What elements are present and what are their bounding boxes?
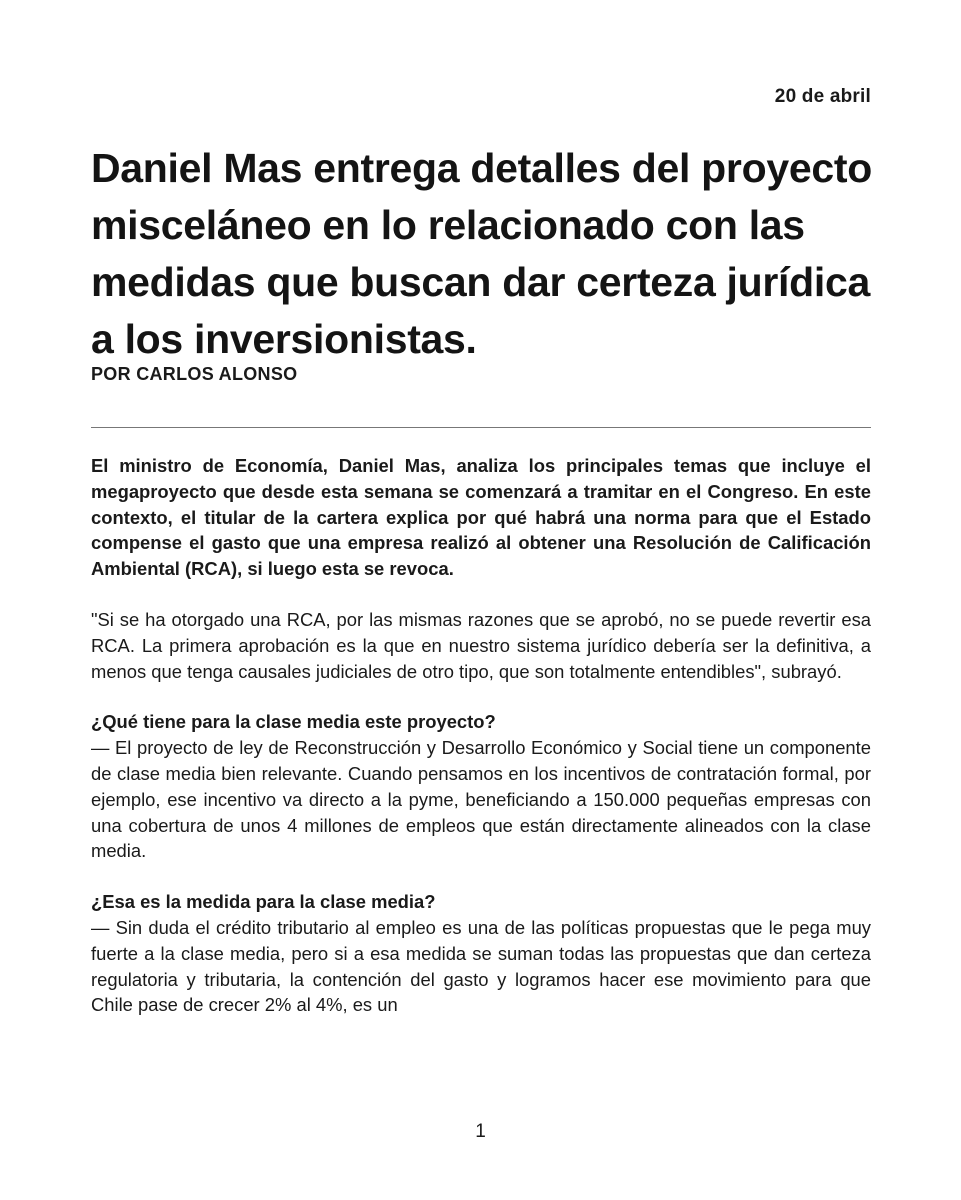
section-divider [91, 427, 871, 428]
interview-question: ¿Esa es la medida para la clase media? [91, 891, 436, 913]
interview-answer: — Sin duda el crédito tributario al empleo es una de las políticas propuestas que le pega muy fuerte a la clase media, pero si a esa medida se suman todas las propuestas que dan certeza regulatoria y tributaria, la contención del gasto y logramos hacer ese movimiento para que Chile pase de crecer 2% al 4%, es un [91, 916, 871, 1016]
lead-paragraph: El ministro de Economía, Daniel Mas, analiza los principales temas que incluye el megaproyecto que desde esta semana se comenzará a tramitar en el Congreso. En este contexto, el titular de la cartera explica por qué habrá una norma para que el Estado compense el gasto que una empresa realizó al obtener una Resolución de Calificación Ambiental (RCA), si luego esta se revoca. [91, 455, 871, 580]
article-date: 20 de abril [774, 86, 871, 107]
interview-question: ¿Qué tiene para la clase media este proyecto? [91, 711, 496, 733]
page-number: 1 [475, 1121, 486, 1142]
article-byline: POR CARLOS ALONSO [91, 364, 298, 384]
article-body [91, 453, 871, 1043]
quote-paragraph: "Si se ha otorgado una RCA, por las mismas razones que se aprobó, no se puede revertir esa RCA. La primera aprobación es la que en nuestro sistema jurídico debería ser la definitiva, a menos que tenga causales judiciales de otro tipo, que son totalmente entendibles", subrayó. [91, 608, 871, 682]
article-headline: Daniel Mas entrega detalles del proyecto misceláneo en lo relacionado con las medidas que buscan dar certeza jurídica a los inversionistas. [91, 145, 872, 362]
interview-answer: — El proyecto de ley de Reconstrucción y Desarrollo Económico y Social tiene un componente de clase media bien relevante. Cuando pensamos en los incentivos de contratación formal, por ejemplo, ese incentivo va directo a la pyme, beneficiando a 150.000 pequeñas empresas con una cobertura de unos 4 millones de empleos que están directamente alineados con la clase media. [91, 737, 871, 862]
